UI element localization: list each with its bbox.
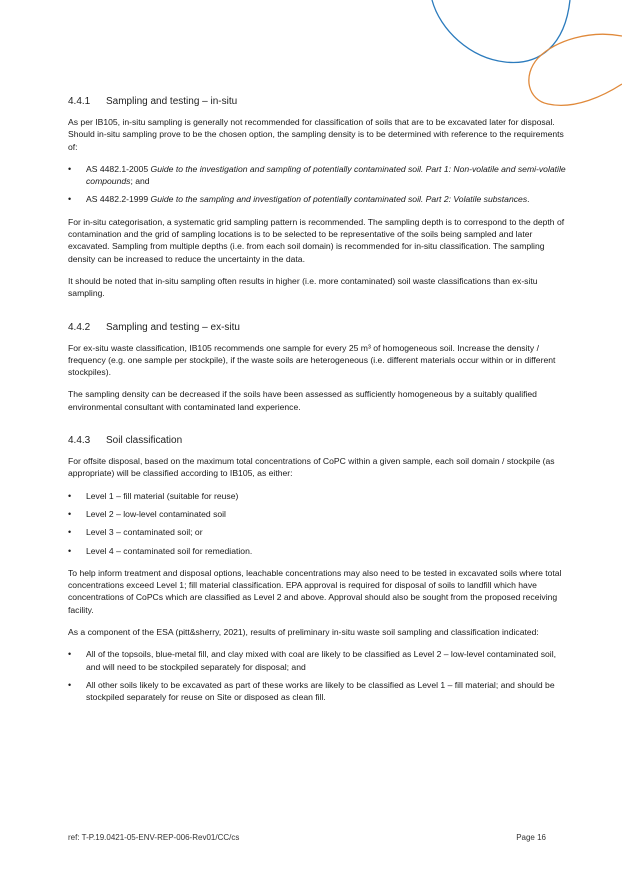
bullet-icon: • (68, 649, 72, 660)
list-item (68, 163, 568, 188)
results-list (68, 648, 568, 703)
standard-code: AS 4482.1-2005 (86, 163, 151, 174)
list-suffix: . (527, 194, 530, 205)
document-body (68, 96, 568, 714)
section-number: 4.4.1 (68, 96, 91, 107)
bullet-icon: • (68, 527, 72, 538)
bullet-icon: • (68, 508, 72, 519)
list-item (68, 679, 568, 704)
bullet-icon: • (68, 194, 72, 205)
paragraph: As per IB105, in-situ sampling is generally not recommended for classification of soils that are to be excavated later for disposal. Should in-situ sampling prove to be the chosen option, the sampling density is to be determined with reference to the requirements of: (68, 117, 564, 152)
bullet-icon: • (68, 163, 72, 174)
paragraph: As a component of the ESA (pitt&sherry, 2021), results of preliminary in-situ waste soil sampling and classification indicated: (68, 627, 539, 638)
standard-title: Guide to the sampling and investigation of potentially contaminated soil. Part 2: Volatile substances (150, 194, 528, 205)
result-text: All of the topsoils, blue-metal fill, and clay mixed with coal are likely to be classified as Level 2 – low-level contaminated soil, and will need to be stockpiled separately for disposal; and (86, 649, 557, 672)
result-text: All other soils likely to be excavated as part of these works are likely to be classified as Level 1 – fill material; and should be stockpiled separately for reuse on Site or disposed as clean fill. (86, 679, 555, 703)
section-title: Sampling and testing – ex-situ (106, 321, 240, 333)
blue-curve (432, 0, 570, 62)
section-4-4-2 (68, 322, 568, 413)
standards-list (68, 163, 568, 206)
section-4-4-3 (68, 435, 568, 703)
list-suffix: ; and (130, 176, 150, 187)
list-item (68, 193, 568, 205)
section-heading (68, 96, 568, 108)
section-heading (68, 435, 568, 447)
list-item (68, 648, 568, 673)
section-number: 4.4.3 (68, 435, 91, 447)
section-title: Soil classification (106, 435, 183, 447)
levels-list (68, 490, 568, 557)
paragraph: The sampling density can be decreased if the soils have been assessed as sufficiently homogeneous by a suitably qualified environmental consultant with contaminated land experience. (68, 389, 537, 412)
decorative-curves (0, 0, 622, 110)
section-number: 4.4.2 (68, 321, 91, 333)
level-text: Level 2 – low-level contaminated soil (86, 508, 226, 519)
list-item (68, 508, 568, 520)
section-4-4-1 (68, 96, 568, 300)
section-heading (68, 322, 568, 334)
level-text: Level 1 – fill material (suitable for reuse) (86, 490, 239, 501)
bullet-icon: • (68, 679, 72, 690)
standard-title: Guide to the investigation and sampling of potentially contaminated soil. Part 1: Non-volatile and semi-volatile compounds (86, 163, 566, 187)
bullet-icon: • (68, 545, 72, 556)
orange-curve (529, 34, 622, 105)
section-title: Sampling and testing – in-situ (106, 96, 238, 107)
paragraph: For ex-situ waste classification, IB105 recommends one sample for every 25 m³ of homogeneous soil. Increase the density / frequency (e.g. one sample per stockpile), if the waste soils are heterogeneous (i.e. different materials occur within or in different stockpiles). (68, 342, 556, 378)
level-text: Level 3 – contaminated soil; or (86, 527, 203, 538)
page-number: Page 16 (516, 833, 546, 842)
list-item (68, 526, 568, 538)
bullet-icon: • (68, 490, 72, 501)
paragraph: To help inform treatment and disposal options, leachable concentrations may also need to be tested in excavated soils where total concentrations exceed Level 1; fill material classification. EPA approval is required for disposal of soils to landfill which have concentrations of CoPCs which are classified as Level 2 and above. Approval should also be sought from the proposed receiving facility. (68, 567, 562, 615)
paragraph: It should be noted that in-situ sampling often results in higher (i.e. more contaminated) soil waste classifications than ex-situ sampling. (68, 275, 538, 299)
document-reference: ref: T-P.19.0421-05-ENV-REP-006-Rev01/CC/cs (68, 833, 240, 842)
list-item (68, 545, 568, 557)
list-item (68, 490, 568, 502)
paragraph: For in-situ categorisation, a systematic grid sampling pattern is recommended. The sampling depth is to correspond to the depth of contamination and the grid of sampling locations is to be selected to be representative of the soils being sampled and later excavated. Sampling from multiple depths (i.e. from each soil domain) is recommended for in-situ classification. The sampling density can be increased to reduce the uncertainty in the data. (68, 216, 565, 264)
paragraph: For offsite disposal, based on the maximum total concentrations of CoPC within a given sample, each soil domain / stockpile (as appropriate) will be classified according to IB105, as either: (68, 456, 555, 479)
page-footer (68, 833, 546, 842)
standard-code: AS 4482.2-1999 (86, 194, 151, 205)
level-text: Level 4 – contaminated soil for remediation. (86, 545, 253, 556)
